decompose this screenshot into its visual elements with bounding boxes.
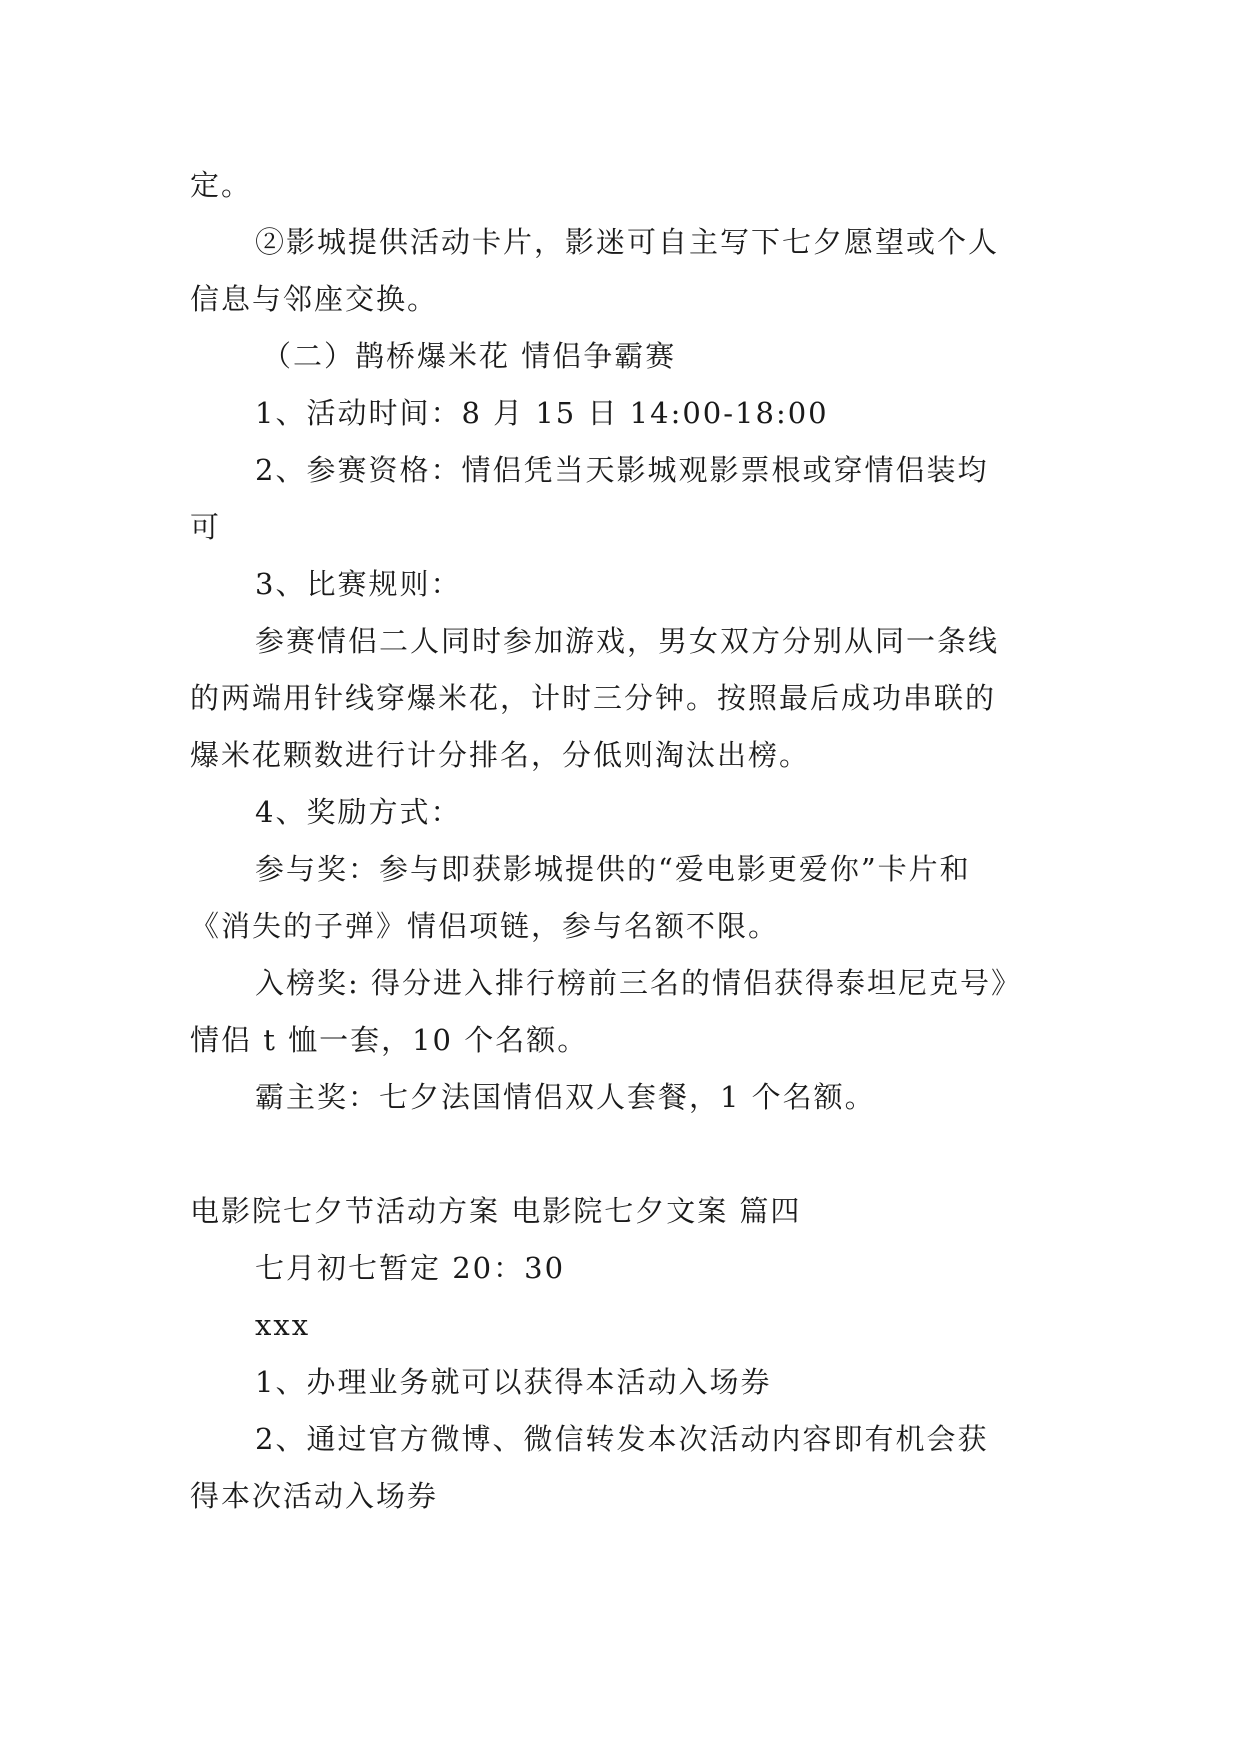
text-line-22: 2、通过官方微博、微信转发本次活动内容即有机会获 [255, 1422, 989, 1456]
text-line-6: 2、参赛资格：情侣凭当天影城观影票根或穿情侣装均 [255, 453, 989, 487]
text-line-21: 1、办理业务就可以获得本活动入场券 [255, 1365, 772, 1399]
text-line-17: 霸主奖：七夕法国情侣双人套餐，1 个名额。 [255, 1080, 876, 1114]
text-line-12: 4、奖励方式： [255, 795, 462, 829]
text-line-5: 1、活动时间：8 月 15 日 14:00-18:00 [255, 396, 829, 430]
text-line-19: 七月初七暂定 20：30 [255, 1251, 566, 1285]
text-line-2: ②影城提供活动卡片，影迷可自主写下七夕愿望或个人 [255, 225, 1000, 259]
text-line-14: 《消失的子弹》情侣项链，参与名额不限。 [190, 909, 780, 943]
text-line-15: 入榜奖: 得分进入排行榜前三名的情侣获得泰坦尼克号》 [255, 966, 1022, 1000]
text-line-8: 3、比赛规则： [255, 567, 462, 601]
text-line-16: 情侣 t 恤一套，10 个名额。 [190, 1023, 589, 1057]
text-line-11: 爆米花颗数进行计分排名，分低则淘汰出榜。 [190, 738, 811, 772]
text-line-7: 可 [190, 510, 222, 544]
article-title: 电影院七夕节活动方案 电影院七夕文案 篇四 [190, 1194, 802, 1228]
text-line-9: 参赛情侣二人同时参加游戏，男女双方分别从同一条线 [255, 624, 1000, 658]
text-line-13: 参与奖：参与即获影城提供的“爱电影更爱你”卡片和 [255, 852, 971, 886]
text-line-20: xxx [255, 1308, 311, 1342]
text-line-3: 信息与邻座交换。 [190, 282, 439, 316]
text-line-10: 的两端用针线穿爆米花，计时三分钟。按照最后成功串联的 [190, 681, 997, 715]
text-line-1: 定。 [190, 168, 253, 202]
section-heading: （二）鹊桥爆米花 情侣争霸赛 [262, 339, 677, 373]
text-line-23: 得本次活动入场券 [190, 1479, 439, 1513]
